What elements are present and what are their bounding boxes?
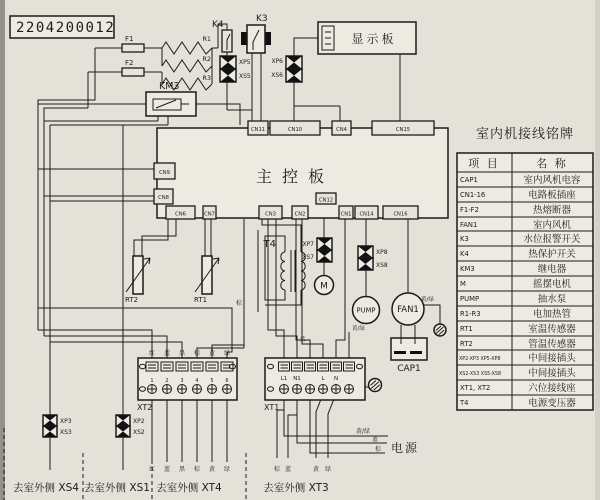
cn8-label: CN8 [158, 195, 169, 201]
rt2-label: RT2 [125, 296, 139, 304]
wire-color: 绿 [223, 350, 231, 357]
motor-label: M [320, 281, 328, 292]
xt2-num-2: 2 [165, 378, 169, 384]
fuse-f1-label: F1 [125, 35, 134, 43]
fan1-label: FAN1 [397, 305, 419, 315]
fuse-f2 [122, 59, 144, 76]
nameplate-item: FAN1 [460, 221, 478, 229]
t4-primary-coil [281, 252, 285, 290]
cn1-label: CN1 [340, 211, 352, 218]
cn15-label: CN15 [395, 127, 411, 133]
nameplate-item: F1-F2 [460, 206, 479, 214]
xt2-label: XT2 [137, 403, 153, 412]
nameplate-item: PUMP [460, 295, 480, 303]
terminal-block-xt2 [137, 358, 237, 412]
xp6-label: XP6 [271, 58, 283, 65]
power-supply [356, 427, 419, 455]
nameplate-title: 室内机接线铭牌 [475, 127, 575, 142]
water-pump [353, 297, 380, 324]
xp7-label: XP7 [302, 241, 314, 248]
cap1-plate-left [394, 351, 406, 354]
xt2-num-6: 6 [225, 378, 229, 384]
nameplate-name: 电加热管 [532, 309, 572, 320]
indoor-fan [392, 293, 446, 336]
nameplate-name: 电源变压器 [528, 398, 576, 409]
k3-symbol [247, 25, 265, 53]
wire-color: 黄 [208, 466, 216, 473]
t4-core [291, 250, 295, 292]
nameplate-name: 继电器 [537, 264, 567, 275]
nameplate-name: 室温传感器 [528, 324, 576, 335]
power-label: 电源 [391, 441, 420, 455]
cn9-label: CN9 [159, 170, 170, 176]
wire-color: 黄 [312, 466, 320, 473]
connector-xp8-xs8 [358, 246, 388, 270]
power-wire-brown: 棕 [375, 446, 382, 453]
fuse-f1-symbol [122, 44, 144, 52]
nameplate-item: CAP1 [460, 176, 478, 184]
xt1-label-n: N [333, 376, 339, 382]
xp5-label: XP5 [239, 59, 251, 66]
fan-ground [434, 324, 446, 336]
serial-number-box [10, 16, 115, 38]
xt2-num-5: 5 [210, 378, 214, 384]
wire-color: 蓝 [163, 350, 171, 357]
outdoor-label-xs4: 去室外侧 XS4 [13, 482, 79, 494]
nameplate-item: RT1 [460, 325, 473, 333]
resistor-r2-label: R2 [202, 55, 211, 63]
nameplate-item: R1-R3 [460, 310, 481, 318]
nameplate-name: 热保护开关 [528, 249, 576, 260]
xt1-label-n1: N1 [293, 376, 301, 382]
outdoor-label-xt3: 去室外侧 XT3 [263, 482, 329, 494]
wire-color: 棕 [193, 350, 201, 357]
nameplate-name: 热熔断器 [532, 205, 572, 216]
xt2-top-wire-colors [149, 349, 230, 357]
connector-xp5-xs5 [220, 56, 251, 82]
nameplate-item: XS2-XS3 XS5-XS8 [459, 372, 502, 377]
room-temp-sensor-rt1 [194, 256, 219, 304]
fuse-f2-symbol [122, 68, 144, 76]
power-wire-yellow-green: 黄/绿 [356, 428, 371, 435]
fuse-f2-label: F2 [125, 59, 134, 67]
xs3-label: XS3 [60, 429, 72, 436]
display-board [318, 22, 416, 54]
nameplate-name: 管温传感器 [528, 339, 576, 350]
outdoor-side-labels [13, 481, 329, 494]
nameplate-name: 六位接线座 [528, 383, 576, 394]
resistor-r1-label: R1 [202, 35, 211, 43]
outdoor-label-xt4: 去室外侧 XT4 [156, 482, 222, 494]
xs6-label: XS6 [271, 72, 283, 79]
nameplate-item: KM3 [460, 265, 475, 273]
wire-color: 绿 [324, 466, 332, 473]
connector-xp7-xs7 [302, 238, 332, 262]
cn12-label: CN12 [318, 197, 334, 204]
xt4-wire-colors [149, 465, 230, 473]
wire-color: 红 [148, 466, 156, 473]
nameplate-name: 摇摆电机 [532, 279, 572, 290]
rt1-label: RT1 [194, 296, 208, 304]
nameplate-item: XT1, XT2 [460, 384, 491, 392]
xt1-label-l1: L1 [280, 376, 288, 382]
wire-color: 蓝 [284, 466, 292, 473]
nameplate-name: 中间接插头 [528, 368, 576, 379]
transformer-t4 [263, 239, 306, 292]
connector-xp6-xs6 [271, 56, 302, 82]
nameplate-name: 中间接插头 [528, 353, 576, 364]
nameplate-name: 抽水泵 [537, 294, 567, 305]
main-control-board [154, 121, 448, 219]
mid-wire-color-brown: 棕 [236, 300, 243, 307]
terminal-block-xt1 [264, 358, 382, 412]
xt3-wire-colors [274, 465, 331, 473]
nameplate-item: K4 [460, 250, 469, 258]
cn16-label: CN16 [393, 211, 408, 218]
nameplate-name: 水位报警开关 [523, 234, 581, 245]
cap1-plate-right [410, 351, 422, 354]
cn7-label: CN7 [204, 211, 215, 218]
cn10-label: CN10 [287, 127, 303, 133]
scan-right-edge [595, 0, 600, 500]
xs2-label: XS2 [133, 429, 145, 436]
resistor-r1-symbol [162, 42, 212, 54]
relay-km3 [146, 81, 196, 116]
xt1-label-l: L [321, 376, 325, 382]
cn3-label: CN3 [265, 211, 276, 218]
nameplate-name: 室内风机电容 [523, 175, 581, 186]
k4-label: K4 [212, 20, 224, 30]
xp3-label: XP3 [60, 418, 72, 425]
nameplate-header-item: 项 目 [468, 157, 500, 170]
xt2-num-4: 4 [195, 378, 199, 384]
xt1-ground [369, 379, 382, 392]
connector-xp2-xs2 [116, 415, 145, 437]
nameplate-item: CN1-16 [460, 191, 486, 199]
mid-wire-color-blue: 蓝 [300, 337, 306, 343]
k3-pad-left [241, 32, 247, 45]
cn2-label: CN2 [294, 211, 306, 218]
display-board-title: 显示板 [351, 32, 397, 46]
nameplate-item: K3 [460, 235, 469, 243]
k3-pad-right [265, 32, 271, 45]
outdoor-label-xs1: 去室外侧 XS1 [84, 482, 150, 494]
cn14-label: CN14 [359, 211, 374, 218]
wire-color: 黑 [178, 466, 186, 473]
scan-left-edge [0, 0, 5, 500]
fan-capacitor [391, 338, 427, 374]
xt1-label: XT1 [264, 403, 280, 412]
nameplate-name: 室内风机 [532, 220, 572, 231]
cn4-label: CN4 [336, 127, 347, 133]
nameplate-header-name: 名 称 [536, 157, 568, 170]
nameplate-item: RT2 [460, 340, 473, 348]
cap1-frame [391, 338, 427, 360]
xt1-ground-wire-color: 黄/绿 [352, 326, 365, 332]
wire-color: 绿 [223, 466, 231, 473]
nameplate-item: T4 [460, 399, 469, 407]
nameplate [457, 126, 593, 410]
cn11-label: CN11 [250, 127, 266, 133]
main-board-title: 主控板 [255, 167, 335, 186]
pump-label: PUMP [356, 306, 376, 315]
cap1-label: CAP1 [397, 364, 421, 374]
connector-xp3-xs3 [43, 415, 72, 437]
k3-label: K3 [256, 14, 268, 24]
xs8-label: XS8 [376, 262, 388, 269]
xt2-num-3: 3 [180, 378, 184, 384]
fan-ground-wire-color: 黄/绿 [421, 297, 434, 303]
nameplate-item: XP2-XP3 XP5-XP8 [459, 357, 501, 362]
wire-color: 棕 [193, 466, 201, 473]
xs7-label: XS7 [302, 254, 314, 261]
swing-motor [315, 276, 334, 295]
xs5-label: XS5 [239, 73, 251, 80]
wire-color: 黄 [208, 350, 216, 357]
xp2-label: XP2 [133, 418, 145, 425]
nameplate-item: M [460, 280, 466, 288]
wire-color: 棕 [273, 466, 281, 473]
xt2-num-1: 1 [150, 378, 154, 384]
power-wire-blue: 蓝 [372, 436, 379, 443]
km3-label: KM3 [159, 81, 180, 92]
fuse-f1 [122, 35, 144, 52]
water-level-switch-k3 [241, 14, 271, 53]
nameplate-name: 电路板插座 [528, 190, 576, 201]
pipe-temp-sensor-rt2 [125, 256, 150, 304]
wire-color: 黑 [178, 350, 186, 357]
serial-number: 2204200012 [16, 20, 116, 36]
resistor-r3-label: R3 [202, 74, 211, 82]
wire-color: 蓝 [163, 466, 171, 473]
t4-label: T4 [263, 239, 276, 250]
xp8-label: XP8 [376, 249, 388, 256]
thermal-switch-k4 [212, 20, 232, 52]
cn6-label: CN6 [175, 211, 186, 218]
wire-color: 红 [148, 350, 156, 357]
